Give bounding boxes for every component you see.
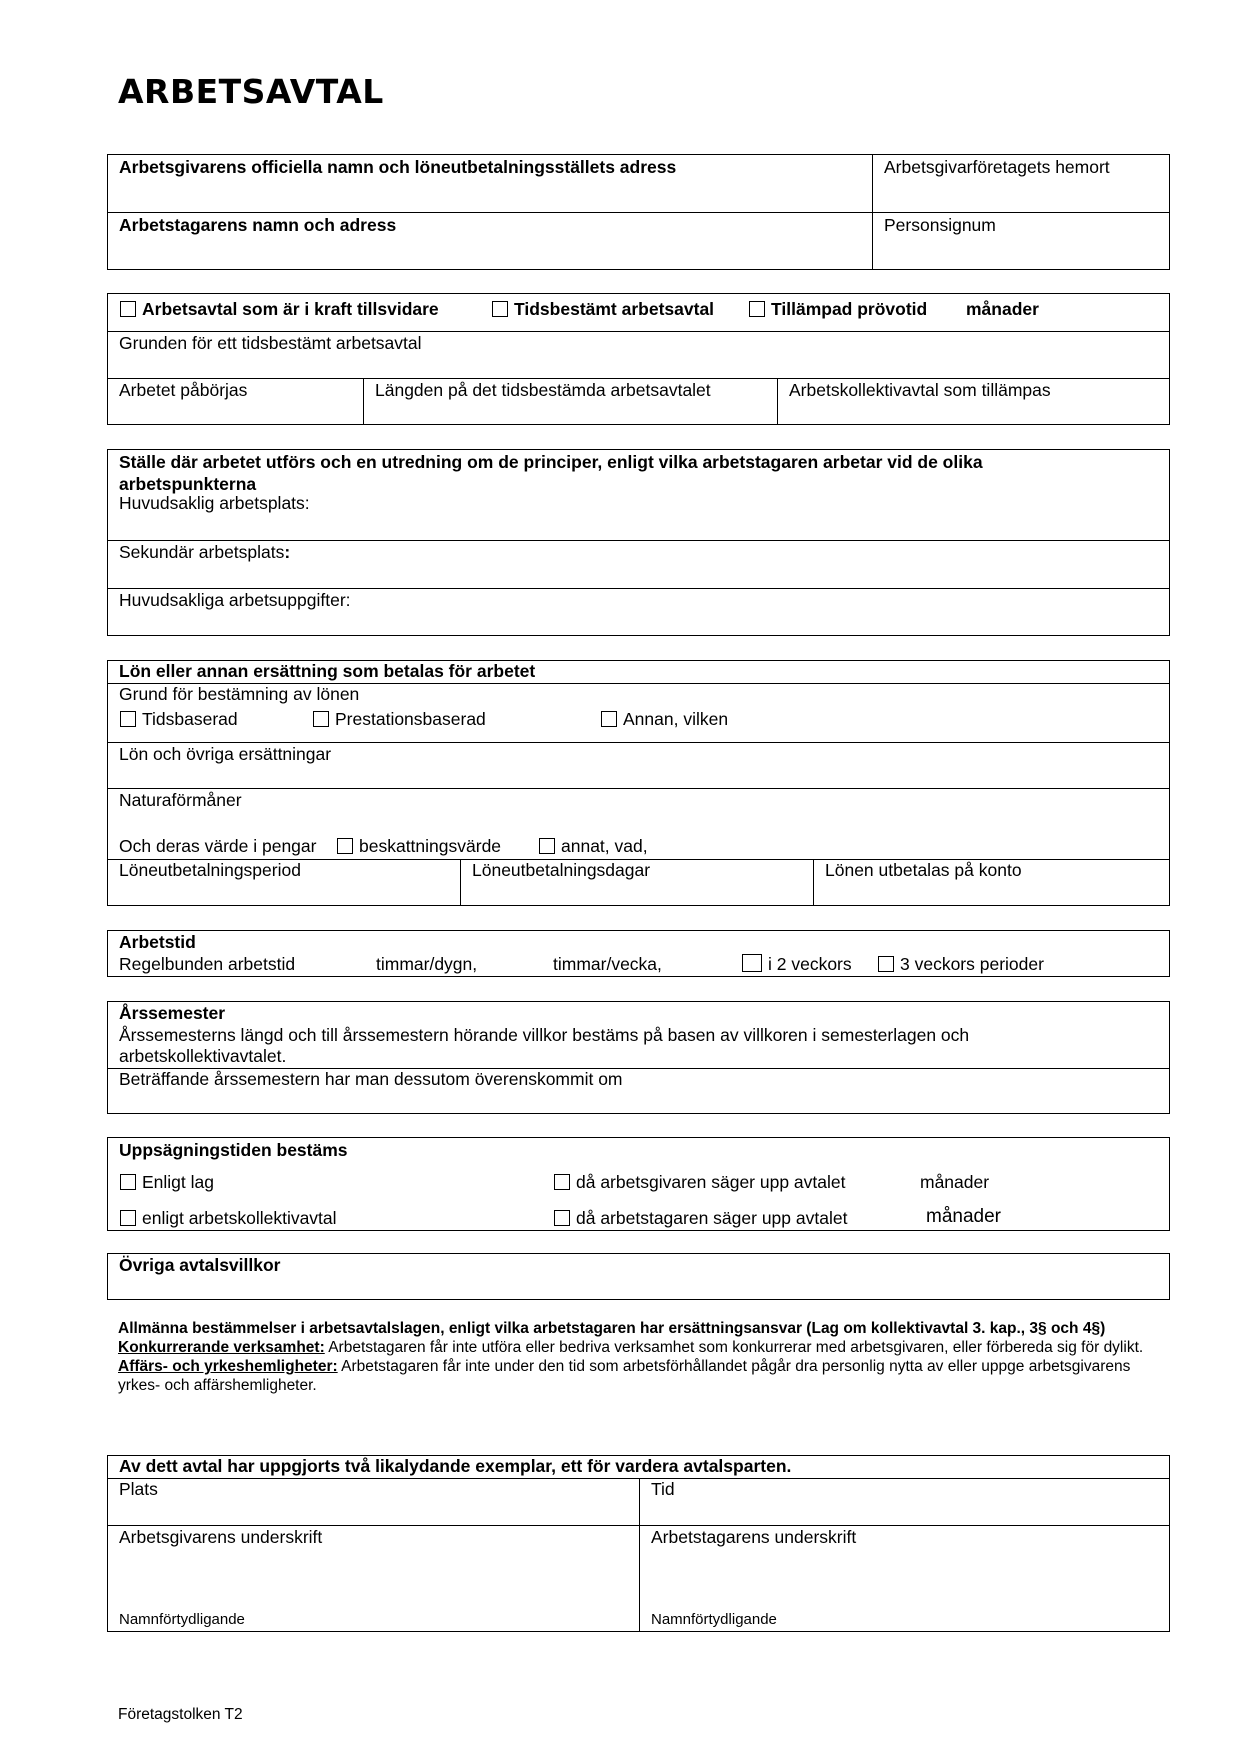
- taxable-value-option[interactable]: [337, 836, 501, 857]
- employer-name-clarification: Namnförtydligande: [119, 1611, 245, 1628]
- fixed-term-label: Tidsbestämt arbetsavtal: [514, 299, 715, 319]
- workplace-heading: Ställe där arbetet utförs och en utredning om de principer, enligt vilka arbetstagaren arbetar vid de olika arbetspunkterna: [119, 452, 983, 494]
- salary-heading: Lön eller annan ersättning som betalas för arbetet: [119, 661, 536, 681]
- contract-length-field[interactable]: [363, 379, 777, 424]
- main-workplace-label: Huvudsaklig arbetsplats:: [119, 493, 310, 513]
- date-label: Tid: [651, 1479, 675, 1499]
- employee-signature-label: Arbetstagarens underskrift: [651, 1527, 857, 1547]
- hours-per-week-label: timmar/vecka,: [553, 954, 662, 974]
- main-workplace-field[interactable]: [108, 450, 1169, 540]
- employee-name-clarification: Namnförtydligande: [651, 1611, 777, 1628]
- start-date-field[interactable]: [108, 379, 363, 424]
- fixed-term-reason-field[interactable]: [108, 331, 1169, 378]
- two-week-label: i 2 veckors: [768, 954, 852, 974]
- place-field[interactable]: [108, 1479, 639, 1525]
- probation-label: Tillämpad prövotid: [771, 299, 928, 319]
- duties-label: Huvudsakliga arbetsuppgifter:: [119, 590, 351, 610]
- employer-name-label: Arbetsgivarens officiella namn och löneutbetalningsställets adress: [119, 157, 677, 177]
- legal-provisions: [118, 1319, 1168, 1395]
- taxable-value-checkbox[interactable]: [337, 838, 353, 854]
- notice-heading: Uppsägningstiden bestäms: [119, 1140, 348, 1160]
- indefinite-checkbox[interactable]: [120, 301, 136, 317]
- by-law-checkbox[interactable]: [120, 1174, 136, 1190]
- benefits-label: Naturaförmåner: [119, 790, 242, 810]
- notice-months-label-1: månader: [920, 1172, 990, 1192]
- signature-heading: Av dett avtal har uppgjorts två likalydande exemplar, ett för vardera avtalsparten.: [119, 1456, 792, 1476]
- vacation-additional-field[interactable]: [108, 1068, 1169, 1113]
- working-time-section: [107, 930, 1170, 977]
- competing-activity-text: Konkurrerande verksamhet: Arbetstagaren får inte utföra eller bedriva verksamhet som konkurrerar med arbetsgivaren, eller förbereda sig för dylikt.: [118, 1339, 1144, 1356]
- employer-domicile-field[interactable]: [872, 155, 1169, 212]
- other-value-option[interactable]: [539, 836, 648, 857]
- employee-terminates-option[interactable]: [554, 1208, 847, 1229]
- fixed-term-option[interactable]: [492, 299, 714, 320]
- probation-checkbox[interactable]: [749, 301, 765, 317]
- taxable-value-label: beskattningsvärde: [359, 836, 502, 856]
- performance-based-label: Prestationsbaserad: [335, 709, 486, 729]
- time-based-checkbox[interactable]: [120, 711, 136, 727]
- two-week-option[interactable]: [742, 954, 852, 975]
- by-collective-checkbox[interactable]: [120, 1210, 136, 1226]
- personal-id-field[interactable]: [872, 213, 1169, 269]
- vacation-additional-label: Beträffande årssemestern har man dessutom överenskommit om: [119, 1069, 623, 1089]
- three-week-label: 3 veckors perioder: [900, 954, 1044, 974]
- date-field[interactable]: [639, 1479, 1169, 1525]
- time-based-option[interactable]: [120, 709, 238, 730]
- employee-name-field[interactable]: [108, 213, 872, 269]
- employee-name-label: Arbetstagarens namn och adress: [119, 215, 397, 235]
- account-field[interactable]: [813, 860, 1169, 905]
- parties-section: [107, 154, 1170, 270]
- other-value-label: annat, vad,: [561, 836, 648, 856]
- pay-days-field[interactable]: [460, 860, 813, 905]
- employer-terminates-label: då arbetsgivaren säger upp avtalet: [576, 1172, 846, 1192]
- employer-terminates-checkbox[interactable]: [554, 1174, 570, 1190]
- contract-type-section: [107, 293, 1170, 425]
- other-terms-heading: Övriga avtalsvillkor: [119, 1255, 281, 1275]
- employee-terminates-label: då arbetstagaren säger upp avtalet: [576, 1208, 848, 1228]
- secondary-workplace-label: Sekundär arbetsplats:: [119, 542, 291, 562]
- workplace-section: [107, 449, 1170, 636]
- employer-name-field[interactable]: [108, 155, 872, 212]
- employee-terminates-checkbox[interactable]: [554, 1210, 570, 1226]
- employee-signature-field[interactable]: [639, 1526, 1169, 1631]
- three-week-option[interactable]: [878, 954, 1044, 975]
- other-value-checkbox[interactable]: [539, 838, 555, 854]
- fixed-term-checkbox[interactable]: [492, 301, 508, 317]
- collective-agreement-label: Arbetskollektivavtal som tillämpas: [789, 380, 1051, 400]
- pay-days-label: Löneutbetalningsdagar: [472, 860, 651, 880]
- account-label: Lönen utbetalas på konto: [825, 860, 1022, 880]
- start-date-label: Arbetet påbörjas: [119, 380, 248, 400]
- contract-length-label: Längden på det tidsbestämda arbetsavtalet: [375, 380, 711, 400]
- salary-section: [107, 660, 1170, 906]
- two-week-checkbox[interactable]: [742, 954, 762, 972]
- vacation-heading: Årssemester: [119, 1003, 226, 1023]
- collective-agreement-field[interactable]: [777, 379, 1169, 424]
- pay-period-label: Löneutbetalningsperiod: [119, 860, 301, 880]
- secondary-workplace-field[interactable]: [108, 540, 1169, 588]
- salary-other-field[interactable]: [108, 742, 1169, 788]
- salary-other-label: Lön och övriga ersättningar: [119, 744, 332, 764]
- trade-secrets-text: Affärs- och yrkeshemligheter: Arbetstagaren får inte under den tid som arbetsförhållandet pågår dra personlig nytta av eller uppge arbetsgivarens yrkes- och affärshemligheter.: [118, 1358, 1131, 1394]
- footer-text: Företagstolken T2: [118, 1706, 243, 1723]
- salary-basis-label: Grund för bestämning av lönen: [119, 684, 360, 704]
- notice-months-label-2: månader: [926, 1206, 1001, 1227]
- fixed-term-reason-label: Grunden för ett tidsbestämt arbetsavtal: [119, 333, 422, 353]
- employer-signature-label: Arbetsgivarens underskrift: [119, 1527, 323, 1547]
- benefits-value-label: Och deras värde i pengar: [119, 836, 317, 856]
- pay-period-field[interactable]: [108, 860, 460, 905]
- page-title: ARBETSAVTAL: [118, 72, 384, 111]
- place-label: Plats: [119, 1479, 158, 1499]
- legal-heading: Allmänna bestämmelser i arbetsavtalslagen, enligt vilka arbetstagaren har ersättningsansvar (Lag om kollektivavtal 3. kap., 3§ och 4§): [118, 1320, 1106, 1337]
- three-week-checkbox[interactable]: [878, 956, 894, 972]
- time-based-label: Tidsbaserad: [142, 709, 238, 729]
- employer-domicile-label: Arbetsgivarföretagets hemort: [884, 157, 1110, 177]
- performance-based-option[interactable]: [313, 709, 486, 730]
- indefinite-option[interactable]: [120, 299, 439, 320]
- employer-signature-field[interactable]: [108, 1526, 639, 1631]
- other-basis-label: Annan, vilken: [623, 709, 729, 729]
- duties-field[interactable]: [108, 588, 1169, 635]
- probation-option[interactable]: [749, 299, 927, 320]
- by-law-label: Enligt lag: [142, 1172, 214, 1192]
- notice-section: [107, 1137, 1170, 1231]
- indefinite-label: Arbetsavtal som är i kraft tillsvidare: [142, 299, 439, 319]
- probation-months-label: månader: [966, 299, 1039, 319]
- personal-id-label: Personsignum: [884, 215, 996, 235]
- working-time-heading: Arbetstid: [119, 932, 196, 952]
- by-collective-option[interactable]: [120, 1208, 337, 1229]
- vacation-text: Årssemesterns längd och till årssemestern hörande villkor bestäms på basen av villkoren i semesterlagen och arbetskollektivavtalet.: [119, 1025, 970, 1066]
- other-terms-section[interactable]: [107, 1253, 1170, 1300]
- by-collective-label: enligt arbetskollektivavtal: [142, 1208, 337, 1228]
- signature-section: [107, 1455, 1170, 1632]
- regular-hours-label: Regelbunden arbetstid: [119, 954, 296, 974]
- vacation-section: [107, 1001, 1170, 1114]
- by-law-option[interactable]: [120, 1172, 214, 1193]
- other-basis-checkbox[interactable]: [601, 711, 617, 727]
- performance-based-checkbox[interactable]: [313, 711, 329, 727]
- other-basis-option[interactable]: [601, 709, 728, 730]
- hours-per-day-label: timmar/dygn,: [376, 954, 478, 974]
- employer-terminates-option[interactable]: [554, 1172, 845, 1193]
